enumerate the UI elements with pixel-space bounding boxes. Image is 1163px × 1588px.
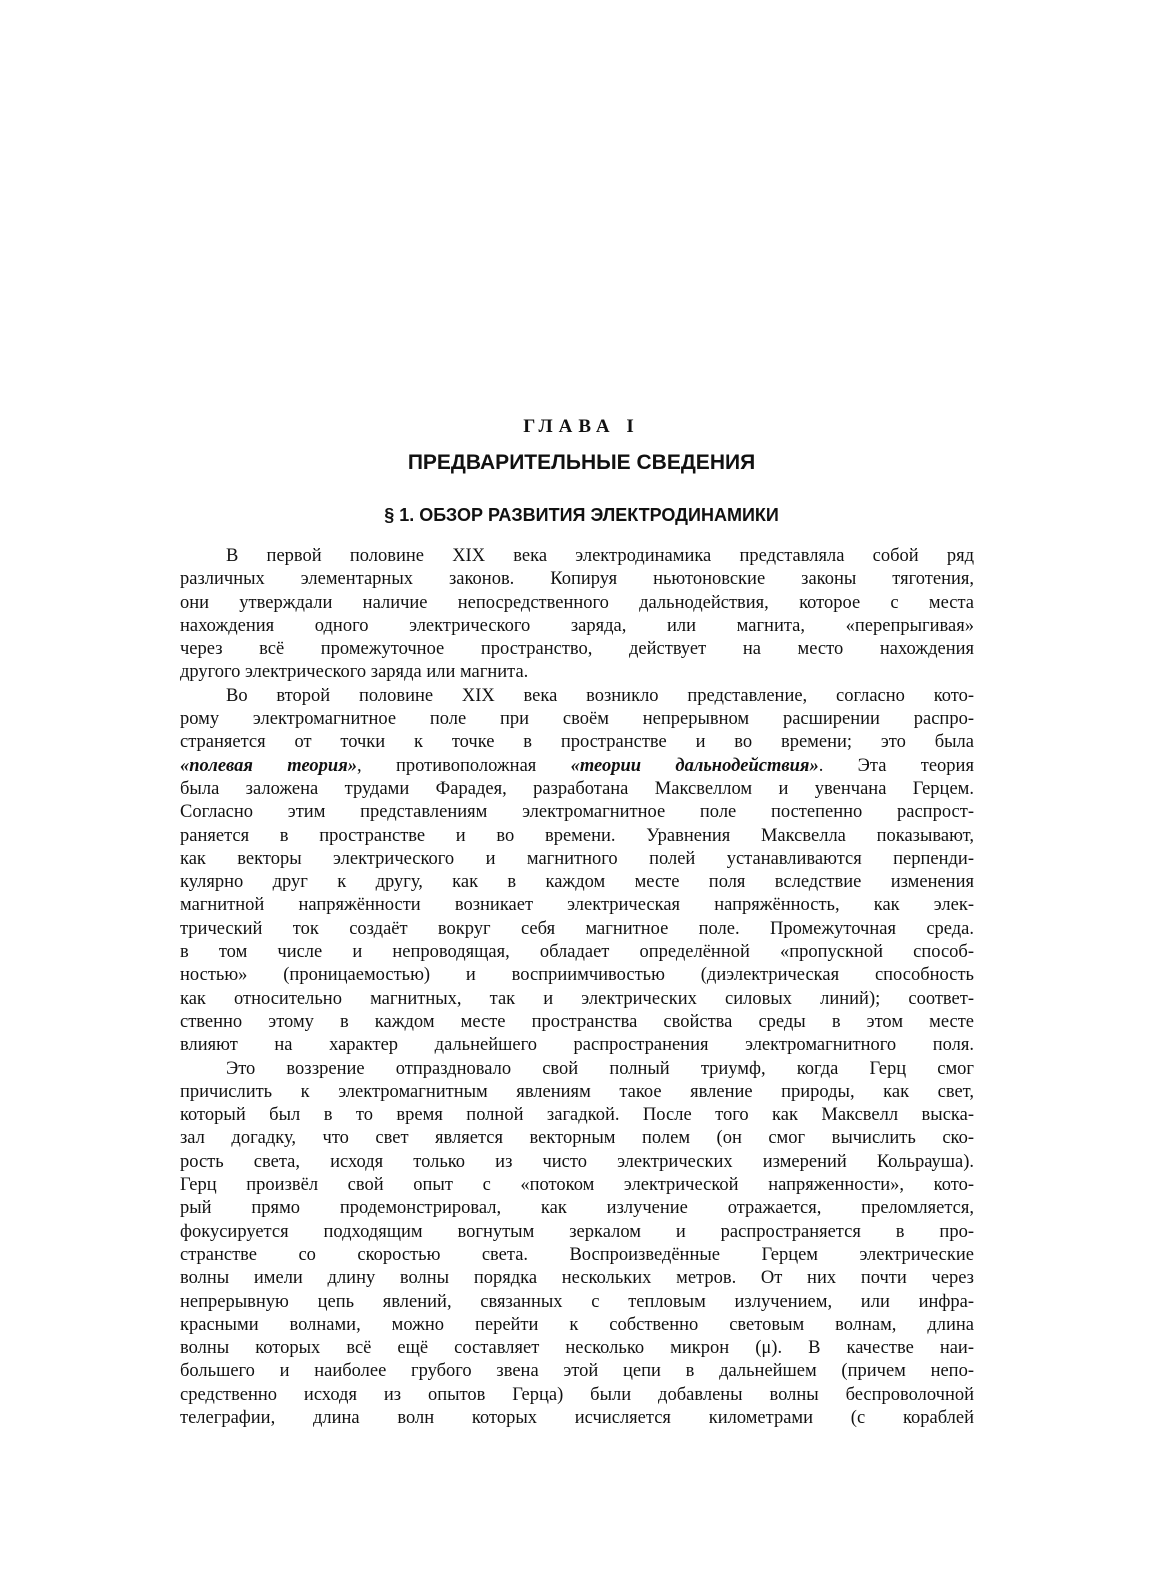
- chapter-label: ГЛАВА I: [523, 416, 640, 437]
- text-line: другого электрического заряда или магнита.: [180, 662, 529, 683]
- text-line: была заложена трудами Фарадея, разработана Максвеллом и увенчана Герцем.: [180, 778, 974, 799]
- text-line: волны имели длину волны порядка нескольких метров. От них почти через: [180, 1268, 974, 1289]
- text-line: страняется от точки к точке в пространстве и во времени; это была: [180, 732, 974, 753]
- emphasis-field-theory: «полевая теория»: [180, 755, 357, 776]
- text-line: как векторы электрического и магнитного полей устанавливаются перпенди-: [180, 848, 974, 869]
- text-line: рость света, исходя только из чисто электрических измерений Кольрауша).: [180, 1151, 974, 1172]
- text-line-emphasis: «полевая теория», противоположная «теории дальнодействия». Эта теория: [180, 755, 974, 776]
- text-line: ственно этому в каждом месте пространства свойства среды в этом месте: [180, 1011, 974, 1032]
- text-line: непрерывную цепь явлений, связанных с тепловым излучением, или инфра-: [180, 1291, 974, 1312]
- chapter-title: ПРЕДВАРИТЕЛЬНЫЕ СВЕДЕНИЯ: [407, 451, 756, 474]
- text-line: нахождения одного электрического заряда, или магнита, «перепрыгивая»: [180, 615, 974, 636]
- text-line: кулярно друг к другу, как в каждом месте поля вследствие изменения: [180, 872, 974, 893]
- text-line: различных элементарных законов. Копируя ньютоновские законы тяготения,: [180, 569, 974, 590]
- text-line: большего и наиболее грубого звена этой цепи в дальнейшем (причем непо-: [180, 1361, 974, 1382]
- text-line: они утверждали наличие непосредственного дальнодействия, которое с места: [180, 592, 974, 613]
- text-line: причислить к электромагнитным явлениям такое явление природы, как свет,: [180, 1081, 974, 1102]
- text-line: в том числе и непроводящая, обладает определённой «пропускной способ-: [180, 942, 974, 963]
- text-line: фокусируется подходящим вогнутым зеркалом и распространяется в про-: [180, 1221, 974, 1242]
- text-line: ностью» (проницаемостью) и восприимчивостью (диэлектрическая способность: [180, 965, 974, 986]
- text-line: Герц произвёл свой опыт с «потоком электрической напряженности», кото-: [180, 1175, 974, 1196]
- text-line: волны которых всё ещё составляет несколько микрон (μ). В качестве наи-: [180, 1338, 974, 1359]
- section-title: § 1. ОБЗОР РАЗВИТИЯ ЭЛЕКТРОДИНАМИКИ: [384, 505, 779, 525]
- text-line: через всё промежуточное пространство, действует на место нахождения: [180, 639, 974, 660]
- text-line: Это воззрение отпраздновало свой полный триумф, когда Герц смог: [226, 1058, 974, 1079]
- text-line: магнитной напряжённости возникает электрическая напряжённость, как элек-: [180, 895, 974, 916]
- body-text: [180, 545, 974, 1430]
- text-line: телеграфии, длина волн которых исчисляется километрами (с кораблей: [180, 1407, 974, 1428]
- text-line: рый прямо продемонстрировал, как излучение отражается, преломляется,: [180, 1198, 974, 1219]
- text-line: средственно исходя из опытов Герца) были добавлены волны беспроволочной: [180, 1384, 974, 1405]
- text-line: Во второй половине XIX века возникло представление, согласно кото-: [226, 685, 974, 706]
- text-line: Согласно этим представлениям электромагнитное поле постепенно распрост-: [180, 802, 974, 823]
- text-line: странстве со скоростью света. Воспроизведённые Герцем электрические: [180, 1244, 974, 1265]
- text-line: как относительно магнитных, так и электрических силовых линий); соответ-: [180, 988, 974, 1009]
- text-line: В первой половине XIX века электродинамика представляла собой ряд: [226, 546, 974, 566]
- emphasis-action-at-distance: «теории дальнодействия»: [570, 755, 819, 776]
- text-line: трический ток создаёт вокруг себя магнитное поле. Промежуточная среда.: [180, 918, 974, 939]
- text-line: влияют на характер дальнейшего распространения электромагнитного поля.: [180, 1035, 974, 1056]
- text-line: раняется в пространстве и во времени. Уравнения Максвелла показывают,: [180, 825, 974, 846]
- text-line: зал догадку, что свет является векторным полем (он смог вычислить ско-: [180, 1128, 974, 1149]
- text-line: который был в то время полной загадкой. После того как Максвелл выска-: [180, 1105, 974, 1126]
- text-line: рому электромагнитное поле при своём непрерывном расширении распро-: [180, 709, 974, 730]
- text-line: красными волнами, можно перейти к собственно световым волнам, длина: [180, 1314, 974, 1335]
